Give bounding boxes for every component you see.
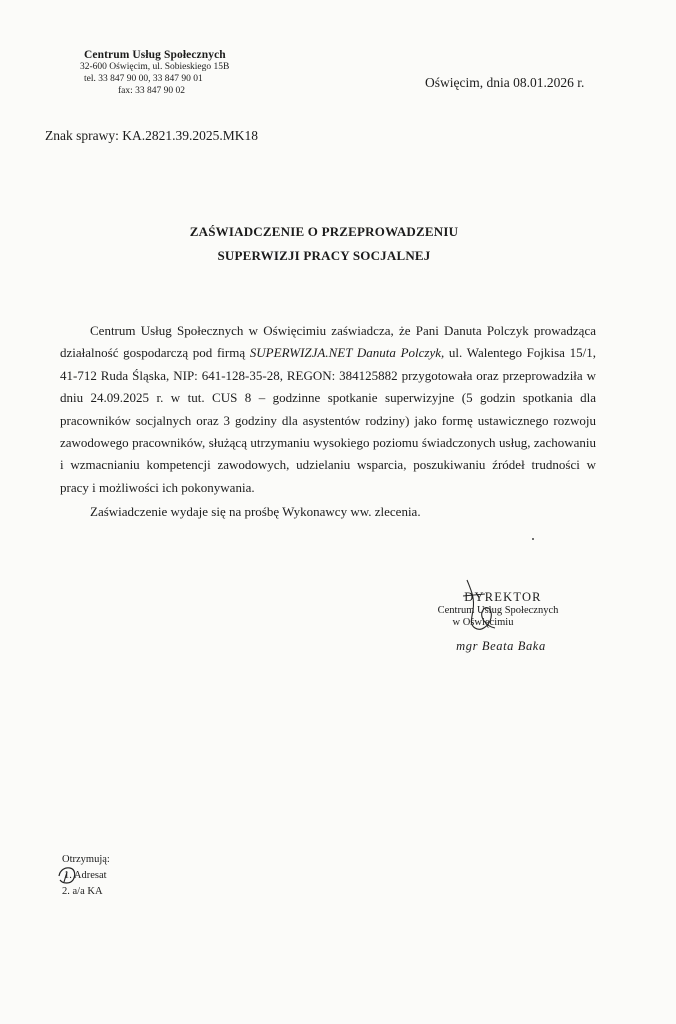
organization-stamp — [78, 49, 268, 97]
body-text-part-2: ul. Walentego Fojkisa 15/1, 41-712 Ruda Śląska, NIP: 641-128-35-28, REGON: 384125882 przygotowała oraz przeprowadziła w dniu 24.09.2025 r. w tut. CUS 8 – godzinne spotkanie superwizyjne (5 godzin spotkania dla pracowników socjalnych oraz 3 godziny dla asystentów rodziny) jako formę ustawicznego rozwoju zawodowego pracowników, służącą utrzymaniu wysokiego poziomu świadczonych usług, zachowaniu i wzmacnianiu kompetencji zawodowych, udzielaniu wsparcia, poszukiwaniu źródeł trudności w pracy i możliwości ich pokonywania. — [60, 345, 596, 495]
recipient-item: 2. a/a KA — [62, 886, 103, 897]
signature-block — [408, 590, 588, 654]
stamp-fax: fax: 33 847 90 02 — [118, 86, 186, 96]
handwritten-check-icon — [56, 864, 78, 886]
stamp-address: 32-600 Oświęcim, ul. Sobieskiego 15B — [80, 62, 230, 72]
body-paragraph — [60, 320, 596, 499]
document-title-line-2: SUPERWIZJI PRACY SOCJALNEJ — [217, 248, 431, 263]
recipients-list — [52, 852, 110, 900]
signatory-organization: Centrum Usług Społecznych — [437, 605, 559, 616]
body-text-part-1: Centrum Usług Społecznych w Oświęcimiu zaświadcza, że Pani Danuta Polczyk prowadząca działalność gospodarczą pod firmą — [60, 323, 596, 361]
stamp-organization: Centrum Usług Społecznych — [84, 49, 226, 61]
document-title-line-1: ZAŚWIADCZENIE O PRZEPROWADZENIU — [189, 224, 459, 239]
recipient-item-label: 1. Adresat — [64, 870, 107, 881]
recipients-heading: Otrzymują: — [62, 854, 110, 865]
stamp-telephone: tel. 33 847 90 00, 33 847 90 01 — [84, 74, 203, 84]
closing-paragraph: Zaświadczenie wydaje się na prośbę Wykonawcy ww. zlecenia. — [90, 504, 421, 520]
signatory-name: mgr Beata Baka — [456, 639, 546, 653]
signatory-role: DYREKTOR — [464, 590, 542, 604]
scan-speck — [532, 538, 534, 540]
firm-name: SUPERWIZJA.NET Danuta Polczyk, — [249, 345, 445, 361]
recipient-item — [64, 868, 110, 884]
case-number: Znak sprawy: KA.2821.39.2025.MK18 — [45, 128, 258, 143]
date-line: Oświęcim, dnia 08.01.2026 r. — [425, 75, 585, 90]
signatory-city: w Oświęcimiu — [452, 617, 514, 628]
certificate-body — [60, 320, 596, 524]
